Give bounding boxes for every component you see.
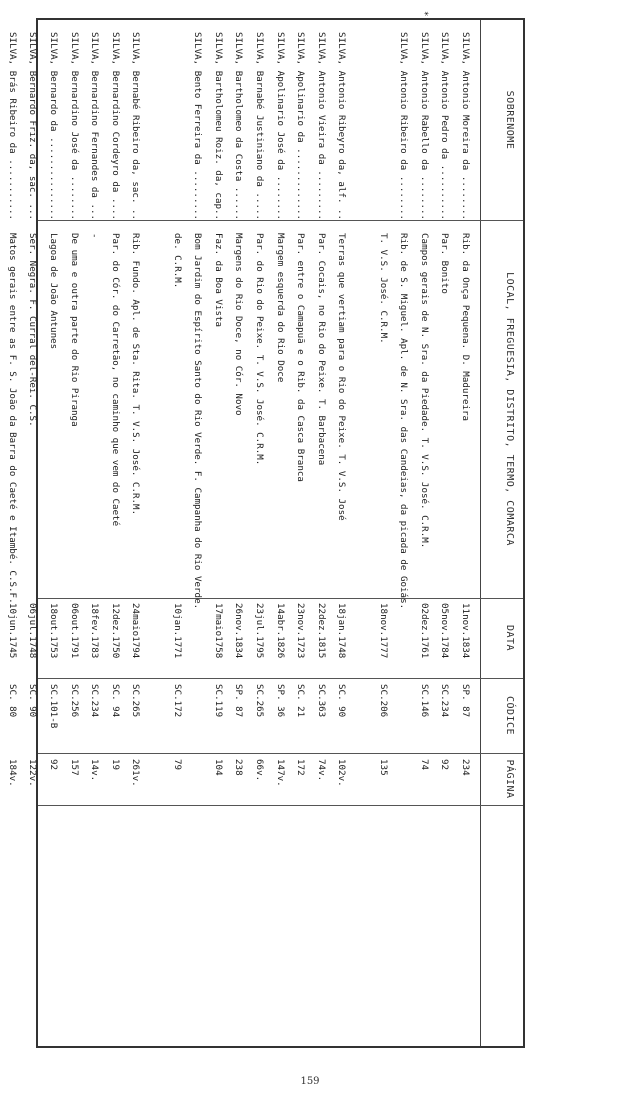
local-cell: de. C.R.M. [171,233,183,289]
name-cell: SILVA, Bernabé Ribeiro da, sac. .. [130,32,142,221]
local-cell: Campos gerais de N. Sra. da Piedade. T. V.S. José. C.R.M. [418,233,430,549]
name-cell: SILVA, Antonio Ribeiro da ........ [398,32,410,221]
codice-cell: SC.234 [439,684,451,718]
name-cell: SILVA, Antonio Moreira da ........ [460,32,471,221]
pagina-cell: 147v. [274,759,286,787]
table-row [129,20,141,1046]
local-cell: Margem esquerda do Rio Doce [274,233,286,383]
table-row [274,20,286,1046]
local-cell: Par. do Rio do Peixe. T. V.S. José. C.R.M. [254,233,265,466]
name-cell: SILVA, Bartholomeu Roiz. da, cap.. [212,32,224,221]
local-cell: Rib. da Onça Pequena. D. Madureira [460,233,471,422]
local-cell: - [89,233,101,239]
table-row [459,20,471,1046]
records-table [6,11,525,1048]
table-row [438,20,450,1046]
name-cell: SILVA, Antonio Pedro da .......... [439,32,451,221]
pagina-cell: 122v. [27,759,39,787]
name-cell: SILVA, Apolinario José da ........ [274,32,286,221]
date-cell: 14abr.1826 [274,603,286,659]
pagina-cell: 172 [295,759,307,776]
name-cell: SILVA, Bernardino Cordeyro da .... [109,32,121,221]
codice-cell: SC.265 [254,684,265,718]
pagina-cell: 74v. [315,759,327,782]
local-cell: Lagoa de João Antunes [48,233,59,350]
table-row [418,11,430,1046]
codice-cell: SC. 94 [109,684,121,718]
pagina-cell: 104 [212,759,224,776]
name-cell: SILVA, Apolinario da ............. [295,32,307,221]
header-sobrenome: SOBRENOME [504,90,515,150]
pagina-cell: 92 [439,759,451,771]
local-cell: Rib. Fundo. Apl. de Sta. Rita. T. V.S. José. C.R.M. [130,233,142,516]
pagina-cell: 92 [48,759,59,771]
local-cell: Par. do Cór. do Carretão, no caminho que vem do Caeté [109,233,121,527]
pagina-cell: 19 [109,759,121,771]
name-cell: SILVA, Antonio Rabello da ........ [418,32,430,221]
date-cell: 23nov.1723 [295,603,307,659]
local-cell: T. V.S. José. C.R.M. [377,233,389,344]
pagina-cell: 74 [418,759,430,771]
local-cell: Par. Cocais, no Rio do Peixe. T. Barbacena [315,233,327,466]
codice-cell: SC. 80 [6,684,18,718]
table-row [377,20,389,1046]
date-cell: 18nov.1777 [377,603,389,659]
table-row [294,20,306,1046]
table-row [315,20,327,1046]
table-row [68,20,80,1046]
codice-cell: SC. 21 [295,684,307,718]
local-cell: Margens do Rio Doce, no Cór. Novo [233,233,245,416]
local-cell: Bom Jardim do Espírito Santo do Rio Verde. F. Campanha do Rio Verde. [192,233,204,610]
date-cell: 05nov.1784 [439,603,451,659]
codice-cell: SC.146 [418,684,430,718]
table-row [109,20,121,1046]
date-cell: 18jan.1748 [336,603,348,659]
pagina-cell: 135 [377,759,389,776]
pagina-cell: 261v. [130,759,142,787]
pagina-cell: 14v. [89,759,101,782]
date-cell: 18fev.1783 [89,603,101,659]
name-cell: SILVA, Bartholomeo da Costa ...... [233,32,245,221]
asterisk-mark: * [418,11,429,17]
date-cell: 26nov.1834 [233,603,245,659]
pagina-cell: 157 [68,759,80,776]
codice-cell: SC.234 [89,684,101,718]
name-cell: SILVA, Bernardo Friz. da, sac. ... [27,32,39,221]
local-cell: Rib. de S. Miguel. Apl. de N. Sra. das Candeias, da picada de Goiás. [398,233,410,610]
local-cell: De uma e outra parte do Rio Piranga [68,233,80,427]
date-cell: 18out.1753 [48,603,59,659]
codice-cell: SC.101-B [48,684,59,729]
local-cell: Ser. Negra. F. Curral del-Rei. C.S. [27,233,39,427]
rotated-table-wrapper [6,11,525,1068]
table-row [47,20,59,1046]
local-cell: Faz. da Boa Vista [212,233,224,328]
name-cell: SILVA, Barnabé Justiniano da ..... [254,32,265,221]
codice-cell: SP. 87 [233,684,245,718]
pagina-cell: 79 [171,759,183,771]
codice-cell: SC.172 [171,684,183,718]
date-cell: 02dez.1761 [418,603,430,659]
date-cell: 11nov.1834 [460,603,471,659]
pagina-cell: 184v. [6,759,18,787]
table-row [6,20,18,1046]
name-cell: SILVA, Antonio Vieira da ......... [315,32,327,221]
header-data: DATA [504,624,515,652]
page-number: 159 [300,1076,320,1087]
codice-cell: SC.265 [130,684,142,718]
table-row [335,20,347,1046]
header-divider [480,20,481,1046]
date-cell: 10jan.1771 [171,603,183,659]
name-cell: SILVA, Bernardino Fernandes da ... [89,32,101,221]
date-cell: 06jul.1748 [27,603,39,659]
table-row [26,20,38,1046]
pagina-cell: 238 [233,759,245,776]
table-row [232,20,244,1046]
name-cell: SILVA, Bernardo da ............... [48,32,59,221]
header-codice: CÓDICE [504,695,515,736]
local-cell: Par. entre o Camapuã e o Rib. da Casca Branca [295,233,307,482]
table-row [212,20,224,1046]
table-row [171,20,183,1046]
local-cell: Terras que vertiam para o Rio do Peixe. T. V.S. José [336,233,348,521]
codice-cell: SP. 36 [274,684,286,718]
pagina-cell: 234 [460,759,471,776]
name-cell: SILVA, Bento Ferreira da ......... [192,32,204,221]
date-cell: 24maio1794 [130,603,142,659]
local-cell: Par. Bonito [439,233,451,294]
date-cell: 22dez.1815 [315,603,327,659]
codice-cell: SC. 90 [27,684,39,718]
pagina-cell: 102v. [336,759,348,787]
codice-cell: SC. 90 [336,684,348,718]
codice-cell: SP. 87 [460,684,471,718]
local-cell: Matos gerais entre as F. S. João da Barra do Caeté e Itambé. C.S.F. [6,233,18,604]
name-cell: SILVA, Bernardino José da ........ [68,32,80,221]
name-cell: SILVA, Brás Ribeiro da ........... [6,32,18,221]
codice-cell: SC.363 [315,684,327,718]
table-row [191,20,203,1046]
date-cell: 17maio1758 [212,603,224,659]
codice-cell: SC.206 [377,684,389,718]
date-cell: 10jun.1745 [6,603,18,659]
name-cell: SILVA, Antonio Ribeyro da, alf. .. [336,32,348,221]
codice-cell: SC.119 [212,684,224,718]
codice-cell: SC.256 [68,684,80,718]
table-row [253,20,265,1046]
table-row [397,20,409,1046]
pagina-cell: 66v. [254,759,265,782]
header-pagina: PÁGINA [504,759,515,799]
table-row [88,20,100,1046]
header-local: LOCAL, FREGUESIA, DISTRITO, TERMO, COMARCA [504,272,515,546]
date-cell: 12dez.1750 [109,603,121,659]
date-cell: 06out.1791 [68,603,80,659]
date-cell: 23jul.1795 [254,603,265,659]
